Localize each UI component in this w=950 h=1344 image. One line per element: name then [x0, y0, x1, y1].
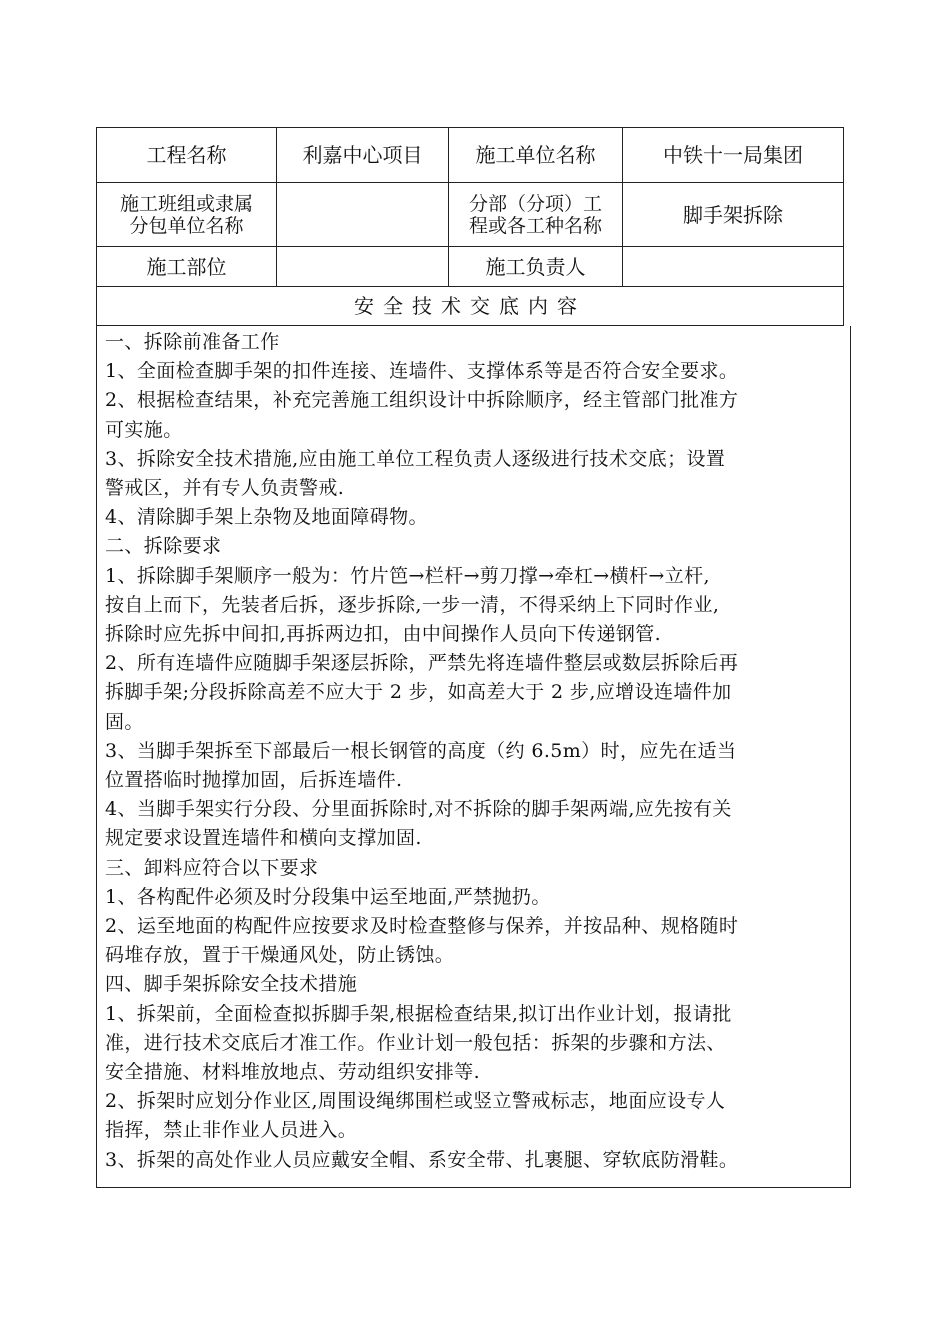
- content-line: 准，进行技术交底后才准工作。作业计划一般包括：拆架的步骤和方法、: [105, 1031, 726, 1054]
- content-line: 安全措施、材料堆放地点、劳动组织安排等.: [105, 1061, 481, 1084]
- project-name-label: 工程名称: [97, 128, 277, 183]
- content-line: 按自上而下，先装者后拆，逐步拆除,一步一清，不得采纳上下同时作业,: [105, 593, 720, 616]
- content-line: 3、当脚手架拆至下部最后一根长钢管的高度（约 6.5m）时，应先在适当: [105, 739, 737, 762]
- leader-label: 施工负责人: [449, 247, 623, 287]
- header-row-team: [97, 183, 844, 247]
- content-line: 3、拆架的高处作业人员应戴安全帽、系安全带、扎裹腿、穿软底防滑鞋。: [105, 1148, 739, 1171]
- contractor-label: 施工单位名称: [449, 128, 623, 183]
- content-line: 四、脚手架拆除安全技术措施: [105, 973, 358, 996]
- content-line: 规定要求设置连墙件和横向支撑加固.: [105, 827, 422, 850]
- team-value: [277, 183, 449, 247]
- project-name-value: 利嘉中心项目: [277, 128, 449, 183]
- content-line: 拆脚手架;分段拆除高差不应大于 2 步，如高差大于 2 步,应增设连墙件加: [105, 681, 732, 704]
- form-header-table: [96, 127, 844, 326]
- content-line: 二、拆除要求: [105, 535, 222, 558]
- leader-value: [623, 247, 844, 287]
- contractor-value: 中铁十一局集团: [623, 128, 844, 183]
- content-line: 1、各构配件必须及时分段集中运至地面,严禁抛扔。: [105, 885, 551, 908]
- content-line: 2、拆架时应划分作业区,周围设绳绑围栏或竖立警戒标志，地面应设专人: [105, 1090, 726, 1113]
- subproject-value: 脚手架拆除: [623, 183, 844, 247]
- section-title: 安全技术交底内容: [97, 287, 844, 326]
- content-line: 指挥，禁止非作业人员进入。: [105, 1119, 358, 1142]
- content-line: 一、拆除前准备工作: [105, 331, 280, 353]
- content-line: 1、拆架前，全面检查拟拆脚手架,根据检查结果,拟订出作业计划，报请批: [105, 1002, 732, 1025]
- content-line: 固。: [105, 710, 144, 733]
- location-label: 施工部位: [97, 247, 277, 287]
- content-line: 可实施。: [105, 418, 183, 441]
- content-line: 2、运至地面的构配件应按要求及时检查整修与保养，并按品种、规格随时: [105, 915, 739, 938]
- content-line: 三、卸料应符合以下要求: [105, 856, 319, 879]
- header-row-project: [97, 128, 844, 183]
- team-label: 施工班组或隶属 分包单位名称: [97, 183, 277, 247]
- section-title-row: [97, 287, 844, 326]
- content-line: 位置搭临时抛撑加固，后拆连墙件.: [105, 769, 403, 792]
- content-line: 码堆存放，置于干燥通风处，防止锈蚀。: [105, 944, 455, 967]
- content-line: 警戒区，并有专人负责警戒.: [105, 477, 345, 500]
- disclosure-form: [96, 127, 843, 1188]
- content-line: 1、全面检查脚手架的扣件连接、连墙件、支撑体系等是否符合安全要求。: [105, 360, 739, 383]
- header-row-location: [97, 247, 844, 287]
- content-line: 4、当脚手架实行分段、分里面拆除时,对不拆除的脚手架两端,应先按有关: [105, 798, 732, 821]
- subproject-label: 分部（分项）工 程或各工种名称: [449, 183, 623, 247]
- content-line: 1、拆除脚手架顺序一般为：竹片笆→栏杆→剪刀撑→牵杠→横杆→立杆,: [105, 564, 710, 587]
- disclosure-content: [96, 326, 851, 1188]
- content-line: 2、根据检查结果，补充完善施工组织设计中拆除顺序，经主管部门批准方: [105, 389, 739, 412]
- location-value: [277, 247, 449, 287]
- content-line: 3、拆除安全技术措施,应由施工单位工程负责人逐级进行技术交底；设置: [105, 447, 726, 470]
- content-line: 4、清除脚手架上杂物及地面障碍物。: [105, 506, 428, 529]
- content-line: 2、所有连墙件应随脚手架逐层拆除，严禁先将连墙件整层或数层拆除后再: [105, 652, 739, 675]
- content-line: 拆除时应先拆中间扣,再拆两边扣，由中间操作人员向下传递钢管.: [105, 623, 662, 646]
